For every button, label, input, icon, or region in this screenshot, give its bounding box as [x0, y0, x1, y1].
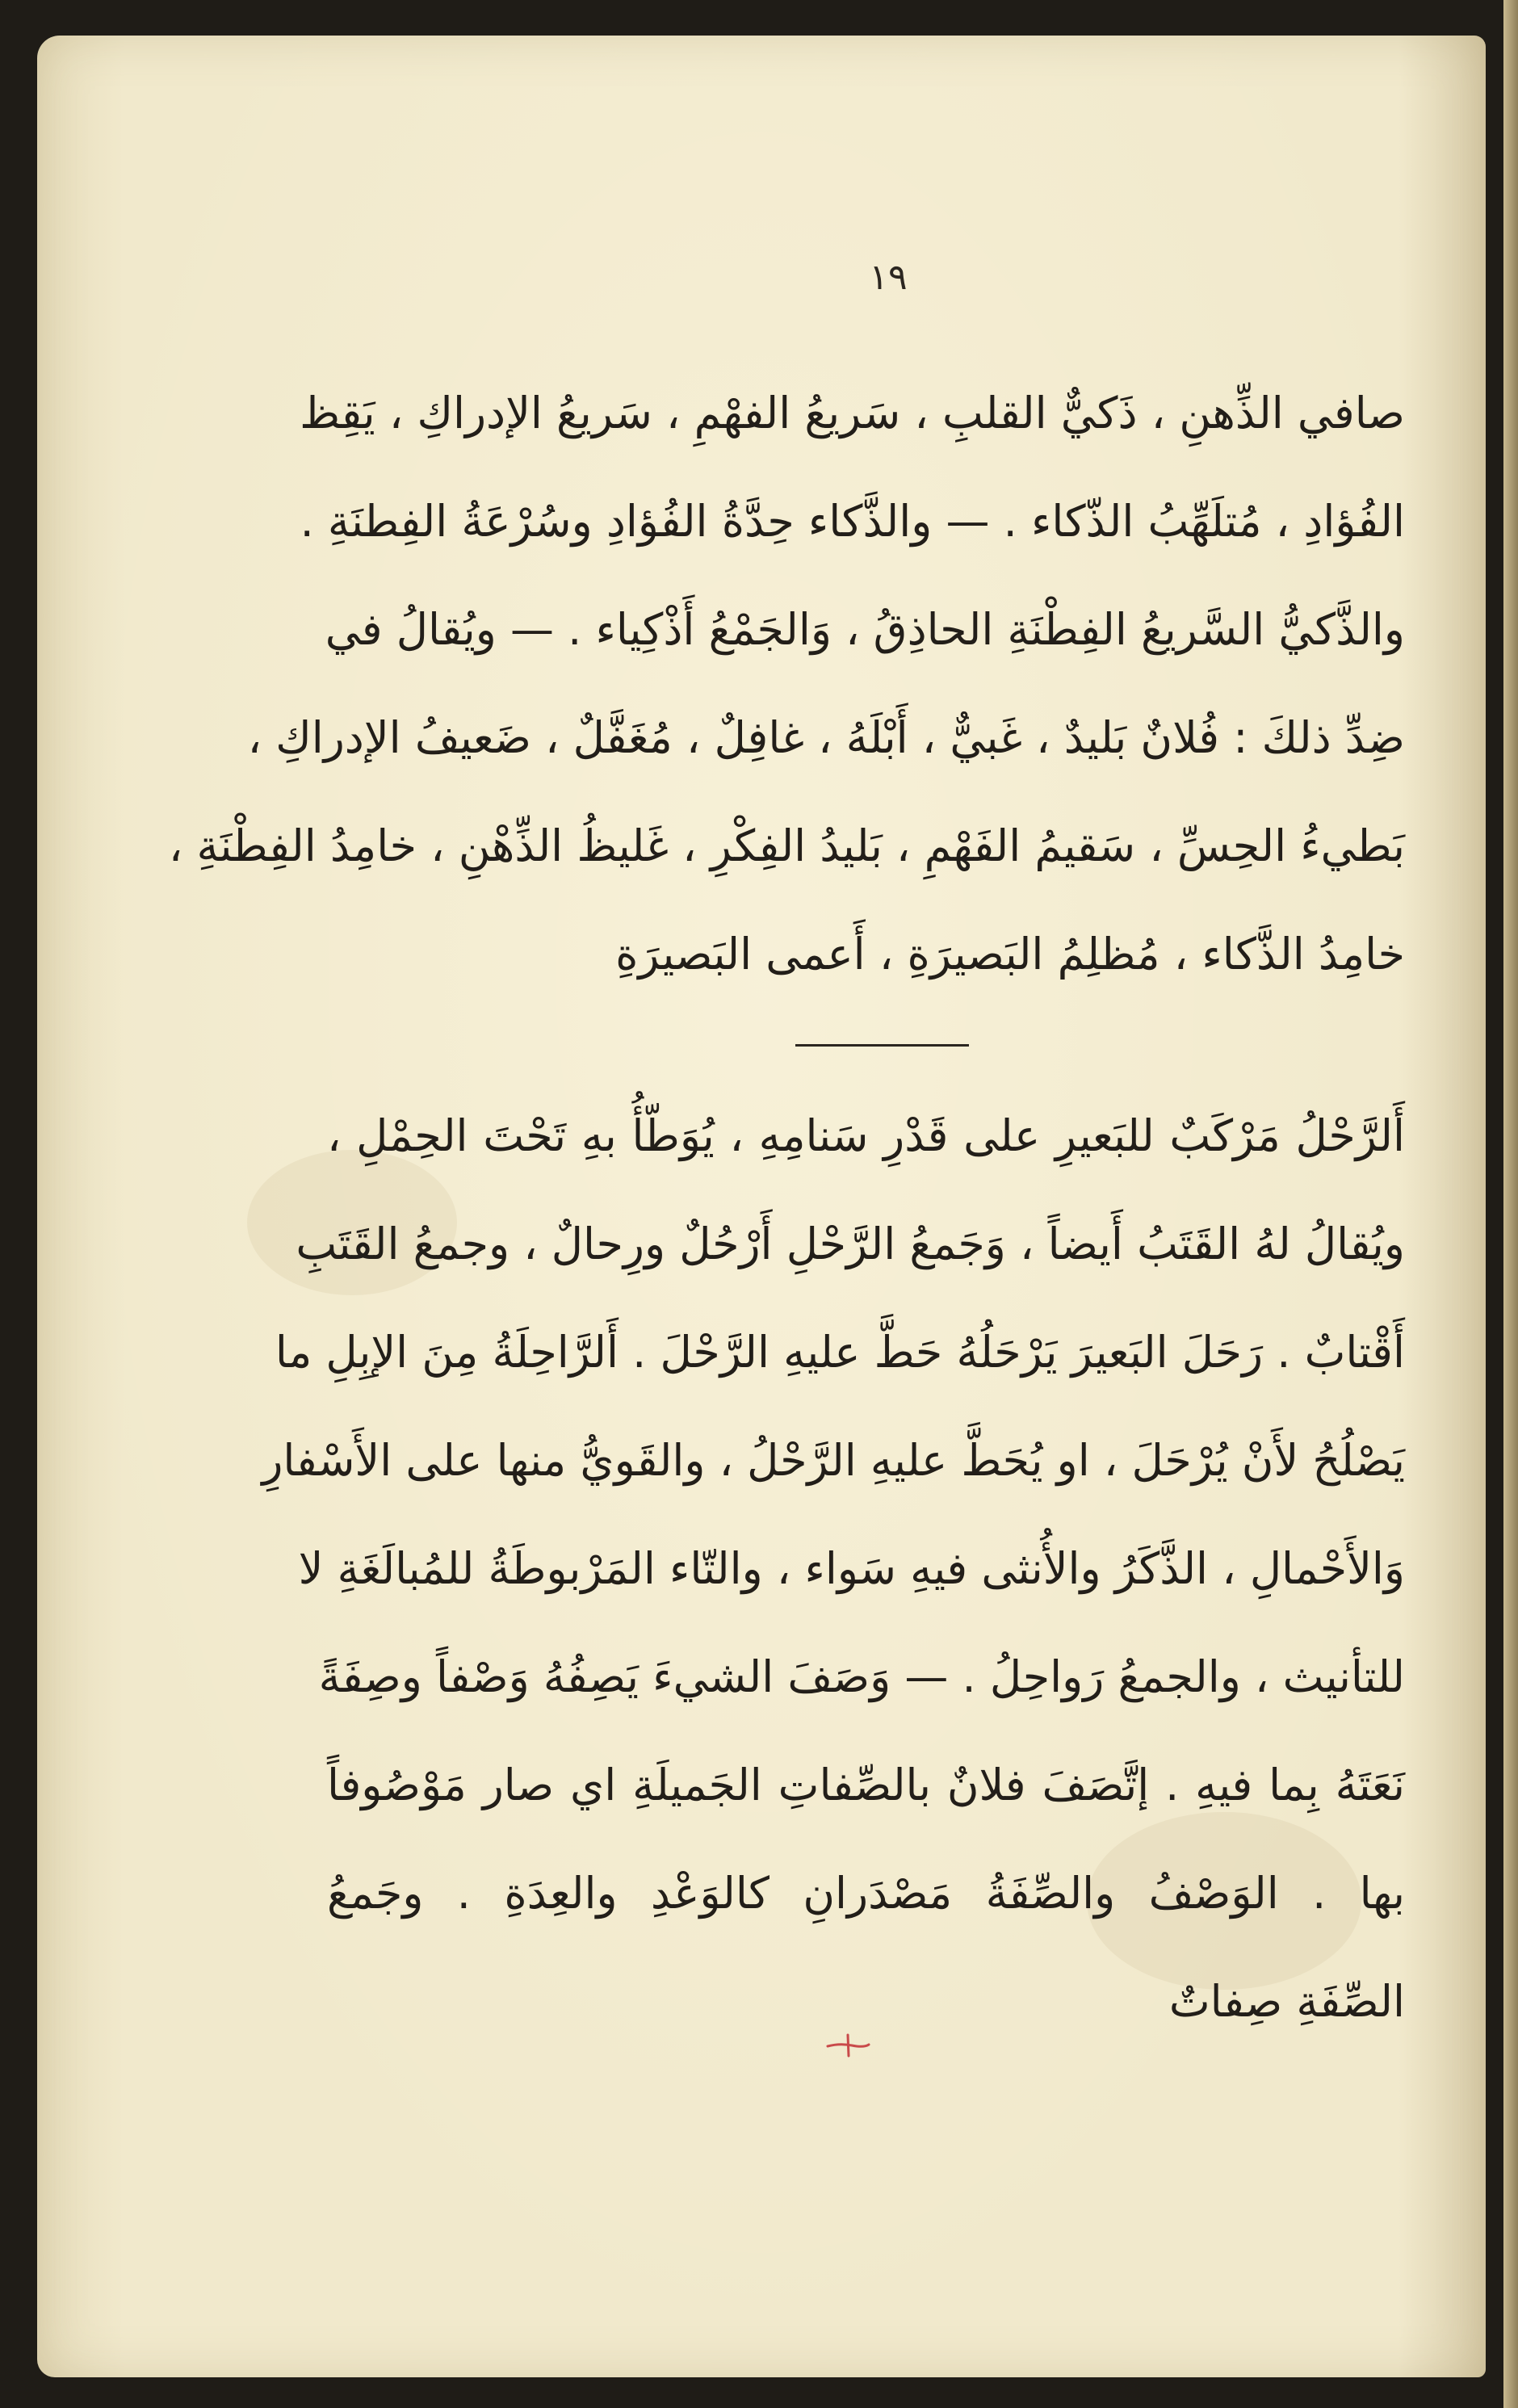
text-line: والذَّكيُّ السَّريعُ الفِطْنَةِ الحاذِقُ ، وَالجَمْعُ أَذْكِياء . — ويُقالُ في [325, 604, 1405, 655]
text-line: وَالأَحْمالِ ، الذَّكَرُ والأُنثى فيهِ سَواء ، والتّاء المَرْبوطَةُ للمُبالَغَةِ لا [298, 1543, 1405, 1594]
text-line: ضِدِّ ذلكَ : فُلانٌ بَليدٌ ، غَبيٌّ ، أَبْلَهُ ، غافِلٌ ، مُغَفَّلٌ ، ضَعيفُ الإدراكِ ، [247, 712, 1405, 763]
paragraph-saddle [262, 1082, 1405, 2056]
text-line: أَقْتابٌ . رَحَلَ البَعيرَ يَرْحَلُهُ حَطَّ عليهِ الرَّحْلَ . أَلرَّاحِلَةُ مِنَ الإبِلِ ما [275, 1327, 1405, 1378]
text-line: الصِّفَةِ صِفاتٌ [1168, 1976, 1405, 2027]
text-line: يَصْلُحُ لأَنْ يُرْحَلَ ، او يُحَطَّ عليهِ الرَّحْلُ ، والقَويُّ منها على الأَسْفارِ [262, 1435, 1405, 1486]
text-line: للتأنيث ، والجمعُ رَواحِلُ . — وَصَفَ الشيءَ يَصِفُهُ وَصْفاً وصِفَةً [318, 1651, 1405, 1702]
text-line: بَطيءُ الحِسِّ ، سَقيمُ الفَهْمِ ، بَليدُ الفِكْرِ ، غَليظُ الذِّهْنِ ، خامِدُ الفِطْنَةِ ، [168, 820, 1405, 871]
text-line: ويُقالُ لهُ القَتَبُ أَيضاً ، وَجَمعُ الرَّحْلِ أَرْحُلٌ ورِحالٌ ، وجمعُ القَتَبِ [296, 1219, 1405, 1269]
text-line: بها . الوَصْفُ والصِّفَةُ مَصْدَرانِ كالوَعْدِ والعِدَةِ . وجَمعُ [327, 1868, 1405, 1919]
text-line: نَعَتَهُ بِما فيهِ . إتَّصَفَ فلانٌ بالصِّفاتِ الجَميلَةِ اي صار مَوْصُوفاً [327, 1760, 1405, 1810]
text-line: صافي الذِّهنِ ، ذَكيٌّ القلبِ ، سَريعُ الفهْمِ ، سَريعُ الإدراكِ ، يَقِظ [300, 388, 1405, 438]
paragraph-intelligence [168, 359, 1405, 1009]
section-divider [795, 1044, 969, 1047]
text-line: خامِدُ الذَّكاء ، مُظلِمُ البَصيرَةِ ، أَعمى البَصيرَةِ [615, 929, 1405, 980]
text-line: الفُؤادِ ، مُتلَهِّبُ الذّكاء . — والذَّكاء حِدَّةُ الفُؤادِ وسُرْعَةُ الفِطنَةِ . [300, 496, 1405, 547]
red-pencil-mark [824, 2028, 872, 2061]
page-number: ١٩ [869, 257, 908, 298]
page-edge [1503, 0, 1518, 2408]
text-line: أَلرَّحْلُ مَرْكَبٌ للبَعيرِ على قَدْرِ سَنامِهِ ، يُوَطّأُ بهِ تَحْتَ الحِمْلِ ، [327, 1110, 1405, 1161]
